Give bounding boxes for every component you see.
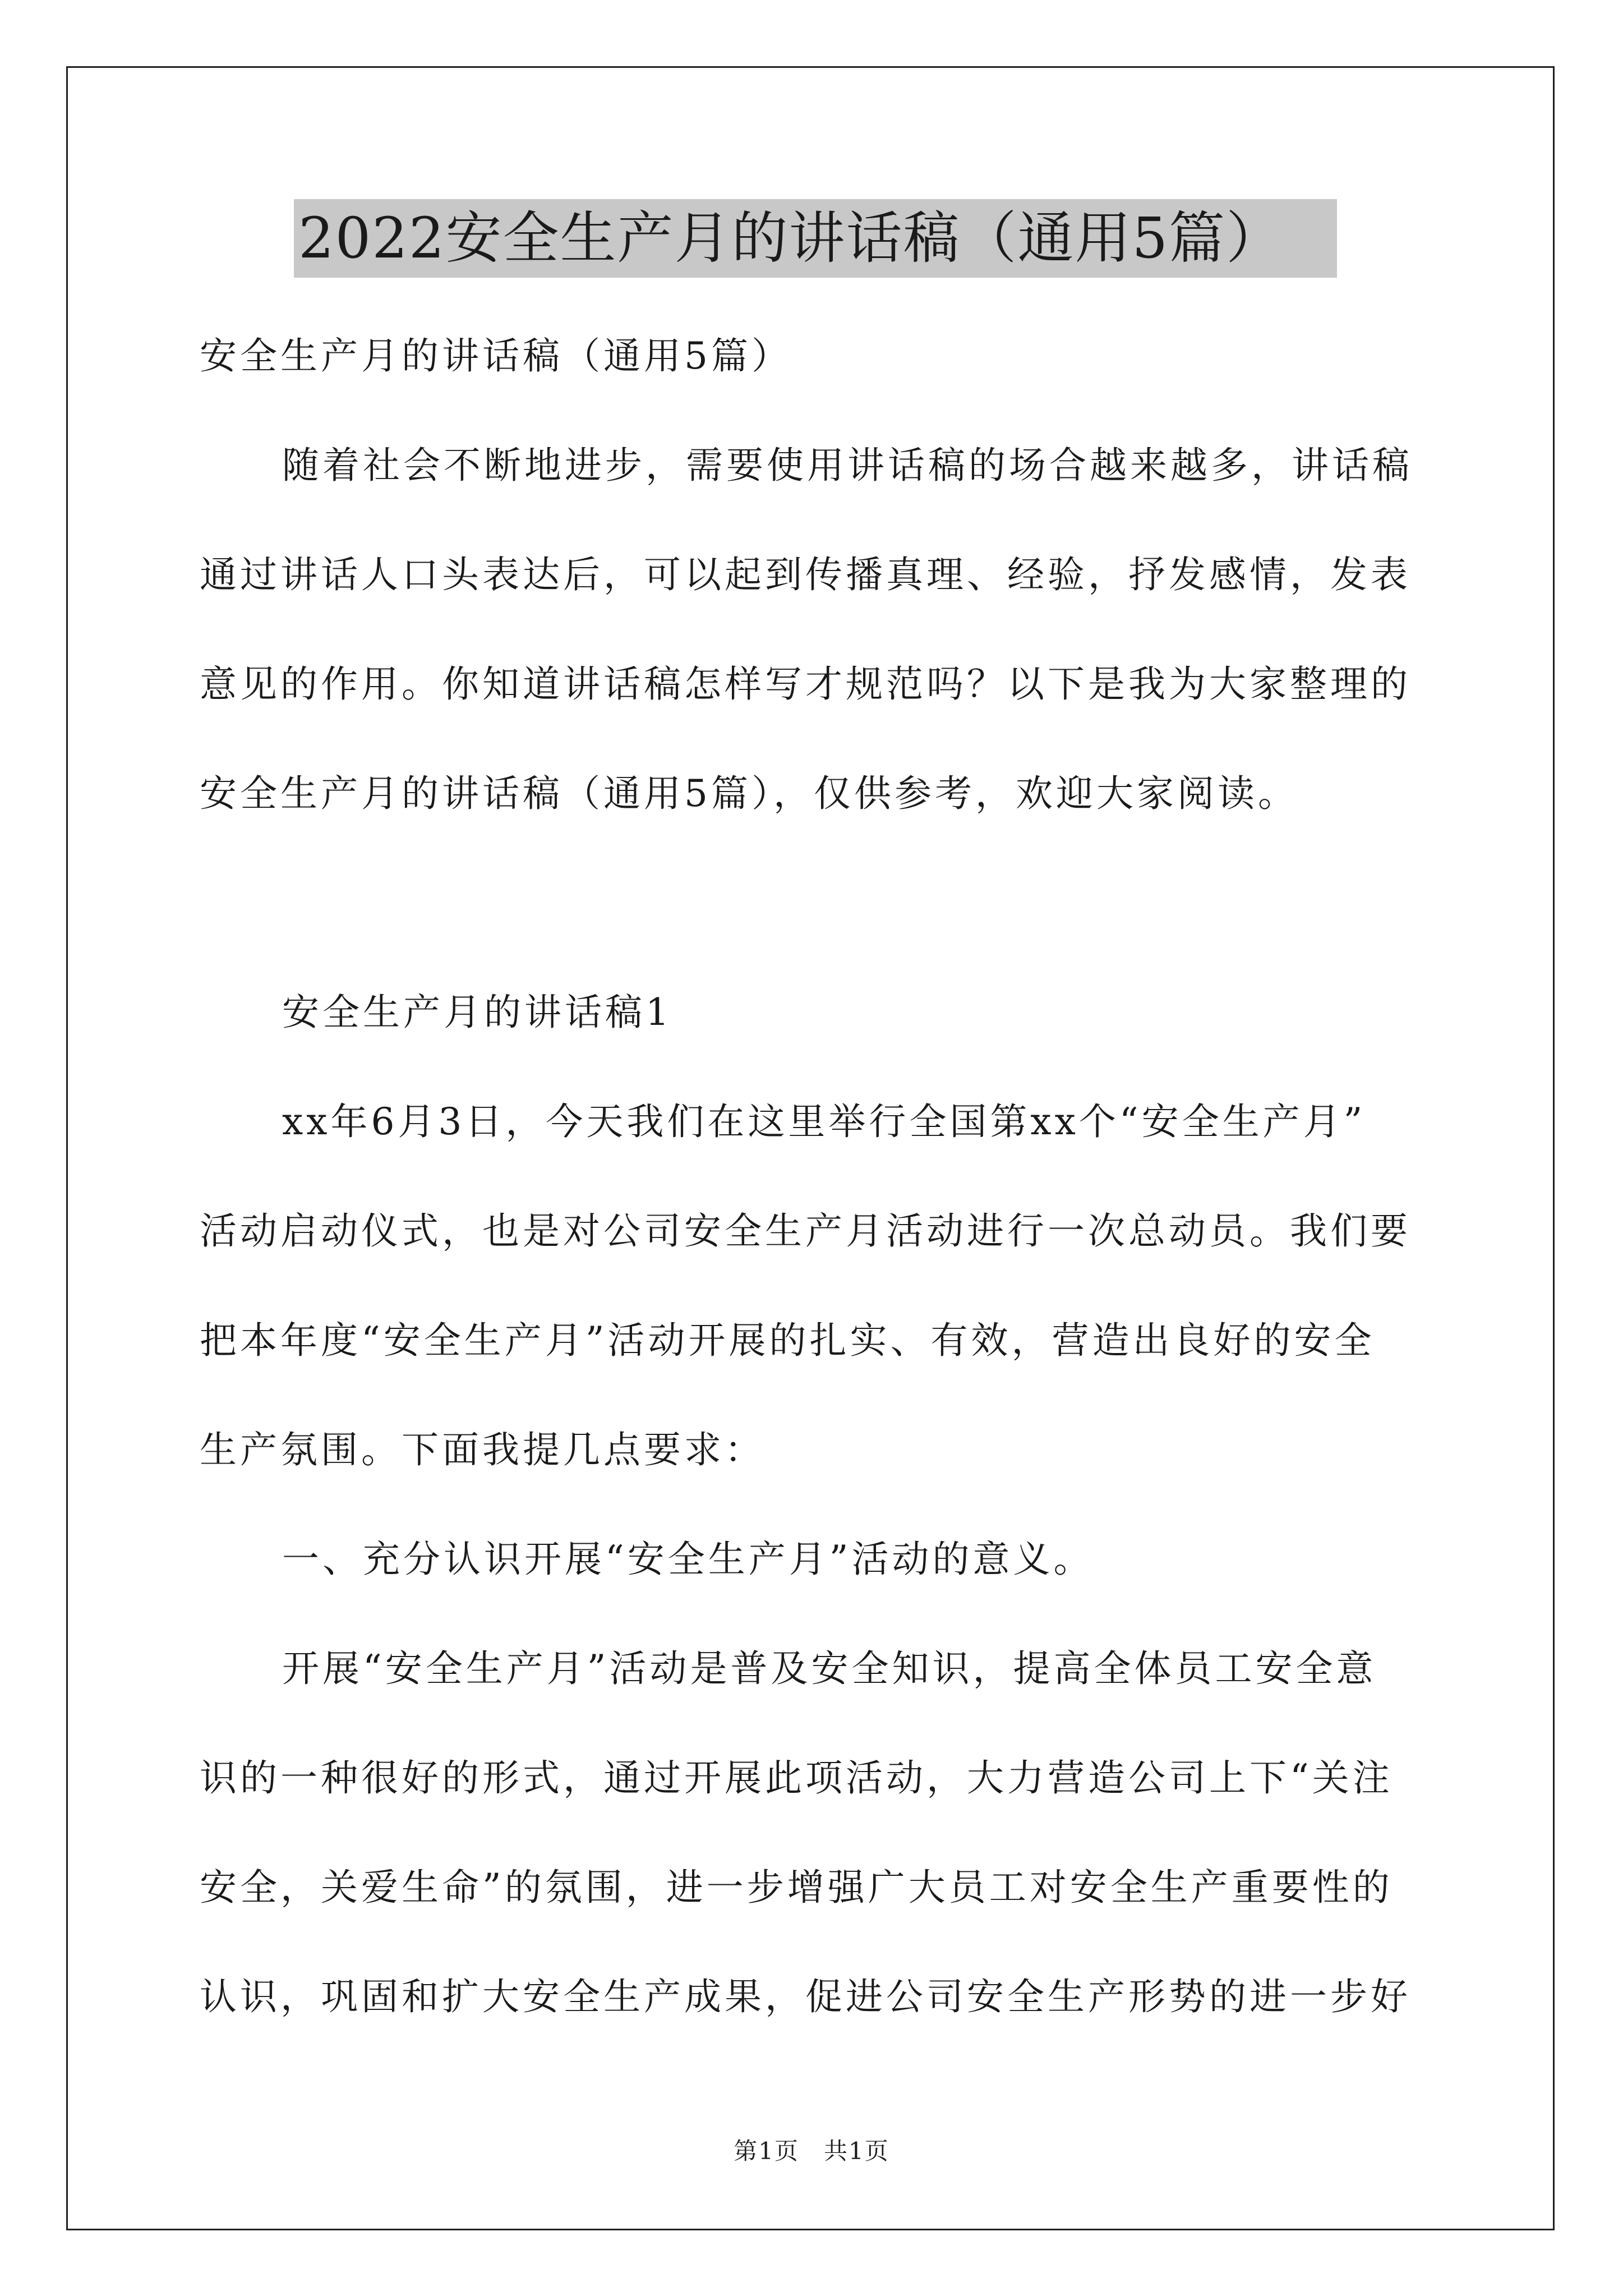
- paragraph-line: 随着社会不断地进步，需要使用讲话稿的场合越来越多，讲话稿: [282, 444, 1413, 487]
- paragraph-line: 活动启动仪式，也是对公司安全生产月活动进行一次总动员。我们要: [200, 1209, 1411, 1253]
- subtitle-line: 安全生产月的讲话稿（通用5篇）: [200, 334, 792, 378]
- section-heading: 安全生产月的讲话稿1: [282, 991, 672, 1034]
- paragraph-line: 认识，巩固和扩大安全生产成果，促进公司安全生产形势的进一步好: [200, 1975, 1411, 2018]
- paragraph-line: 生产氛围。下面我提几点要求：: [200, 1428, 765, 1471]
- page-number-footer: 第1页 共1页: [734, 2137, 889, 2165]
- paragraph-line: 安全，关爱生命”的氛围，进一步增强广大员工对安全生产重要性的: [200, 1866, 1393, 1909]
- paragraph-line: 通过讲话人口头表达后，可以起到传播真理、经验，抒发感情，发表: [200, 553, 1411, 596]
- paragraph-line: 把本年度“安全生产月”活动开展的扎实、有效，营造出良好的安全: [200, 1319, 1375, 1362]
- paragraph-line: 开展“安全生产月”活动是普及安全知识，提高全体员工安全意: [282, 1647, 1377, 1690]
- paragraph-line: xx年6月3日，今天我们在这里举行全国第xx个“安全生产月”: [282, 1100, 1366, 1143]
- list-heading: 一、充分认识开展“安全生产月”活动的意义。: [282, 1538, 1094, 1581]
- paragraph-line: 识的一种很好的形式，通过开展此项活动，大力营造公司上下“关注: [200, 1756, 1393, 1800]
- paragraph-line: 安全生产月的讲话稿（通用5篇），仅供参考，欢迎大家阅读。: [200, 772, 1298, 815]
- paragraph-line: 意见的作用。你知道讲话稿怎样写才规范吗？以下是我为大家整理的: [200, 662, 1411, 706]
- document-title: 2022安全生产月的讲话稿（通用5篇）: [294, 199, 1337, 278]
